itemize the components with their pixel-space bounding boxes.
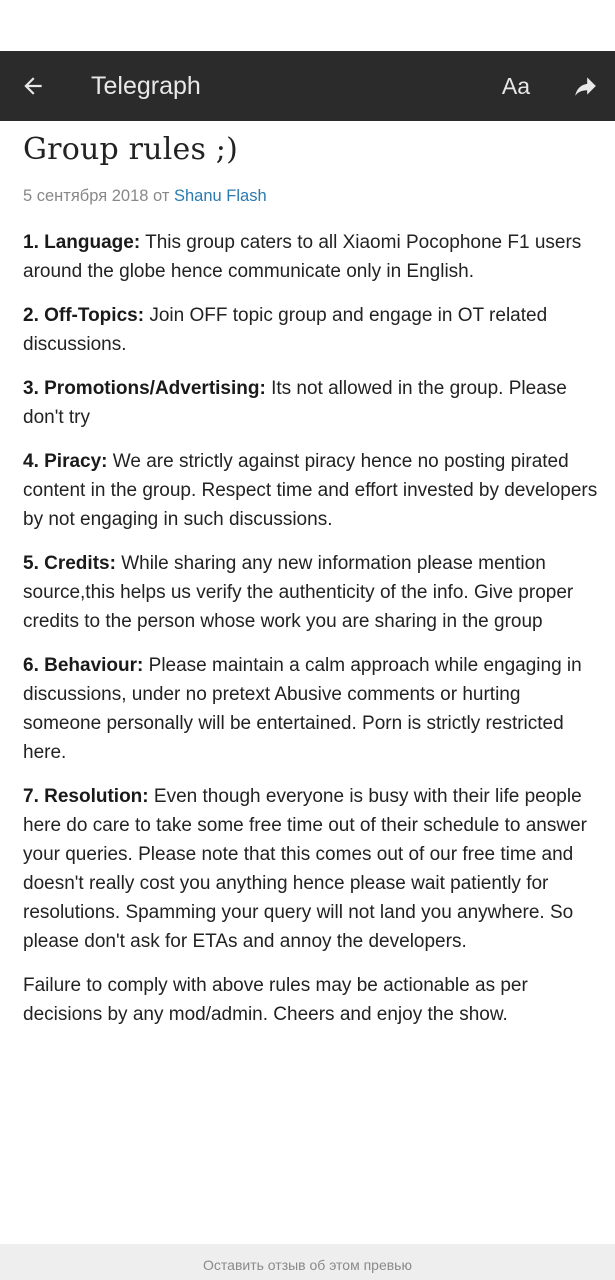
rule-heading: 2. Off-Topics: (23, 305, 145, 326)
rule-paragraph (23, 651, 598, 767)
author-link[interactable]: Shanu Flash (174, 187, 267, 205)
rule-heading: 3. Promotions/Advertising: (23, 378, 266, 399)
rule-paragraph (23, 228, 598, 286)
article-meta (23, 184, 598, 208)
rule-heading: 7. Resolution: (23, 786, 149, 807)
share-button[interactable] (566, 67, 604, 105)
article-title: Group rules ;) (23, 132, 238, 167)
rule-text: Its not allowed in the group. Please don't try (23, 378, 567, 428)
rule-text: Join OFF topic group and engage in OT related discussions. (23, 305, 548, 355)
rule-paragraph (23, 782, 598, 956)
feedback-link[interactable]: Оставить отзыв об этом превью (0, 1244, 615, 1280)
rule-heading: 4. Piracy: (23, 451, 108, 472)
back-button[interactable] (12, 65, 54, 107)
rule-text: While sharing any new information please mention source,this helps us verify the authenticity of the info. Give proper credits to the person whose work you are sharing in the group (23, 553, 574, 632)
rule-text: This group caters to all Xiaomi Pocophone F1 users around the globe hence communicate only in English. (23, 232, 582, 282)
toolbar-title: Telegraph (91, 72, 201, 100)
rule-paragraph (23, 447, 598, 534)
rule-heading: 6. Behaviour: (23, 655, 144, 676)
rules-list (23, 228, 598, 1029)
font-settings-button[interactable]: Aa (501, 73, 531, 99)
arrow-left-icon (20, 73, 46, 99)
rule-heading: 5. Credits: (23, 553, 116, 574)
rule-text: We are strictly against piracy hence no posting pirated content in the group. Respect time and effort invested by developers by not engaging in such discussions. (23, 451, 598, 530)
article-date: 5 сентября 2018 от (23, 187, 174, 205)
rule-text: Please maintain a calm approach while engaging in discussions, under no pretext Abusive comments or hurting someone personally will be entertained. Porn is strictly restricted here. (23, 655, 582, 763)
instant-view-toolbar (0, 51, 615, 121)
rule-heading: 1. Language: (23, 232, 141, 253)
status-bar-area (0, 0, 615, 51)
rule-paragraph (23, 374, 598, 432)
rule-text: Even though everyone is busy with their life people here do care to take some free time out of their schedule to answer your queries. Please note that this comes out of our free time and doesn't really cost you anything hence please wait patiently for resolutions. Spamming your query will not land you anywhere. So please don't ask for ETAs and annoy the developers. (23, 786, 587, 952)
closing-paragraph: Failure to comply with above rules may be actionable as per decisions by any mod/admin. Cheers and enjoy the show. (23, 975, 528, 1025)
article-content (23, 121, 598, 1044)
rule-paragraph (23, 549, 598, 636)
share-arrow-icon (572, 73, 598, 99)
rule-paragraph (23, 301, 598, 359)
